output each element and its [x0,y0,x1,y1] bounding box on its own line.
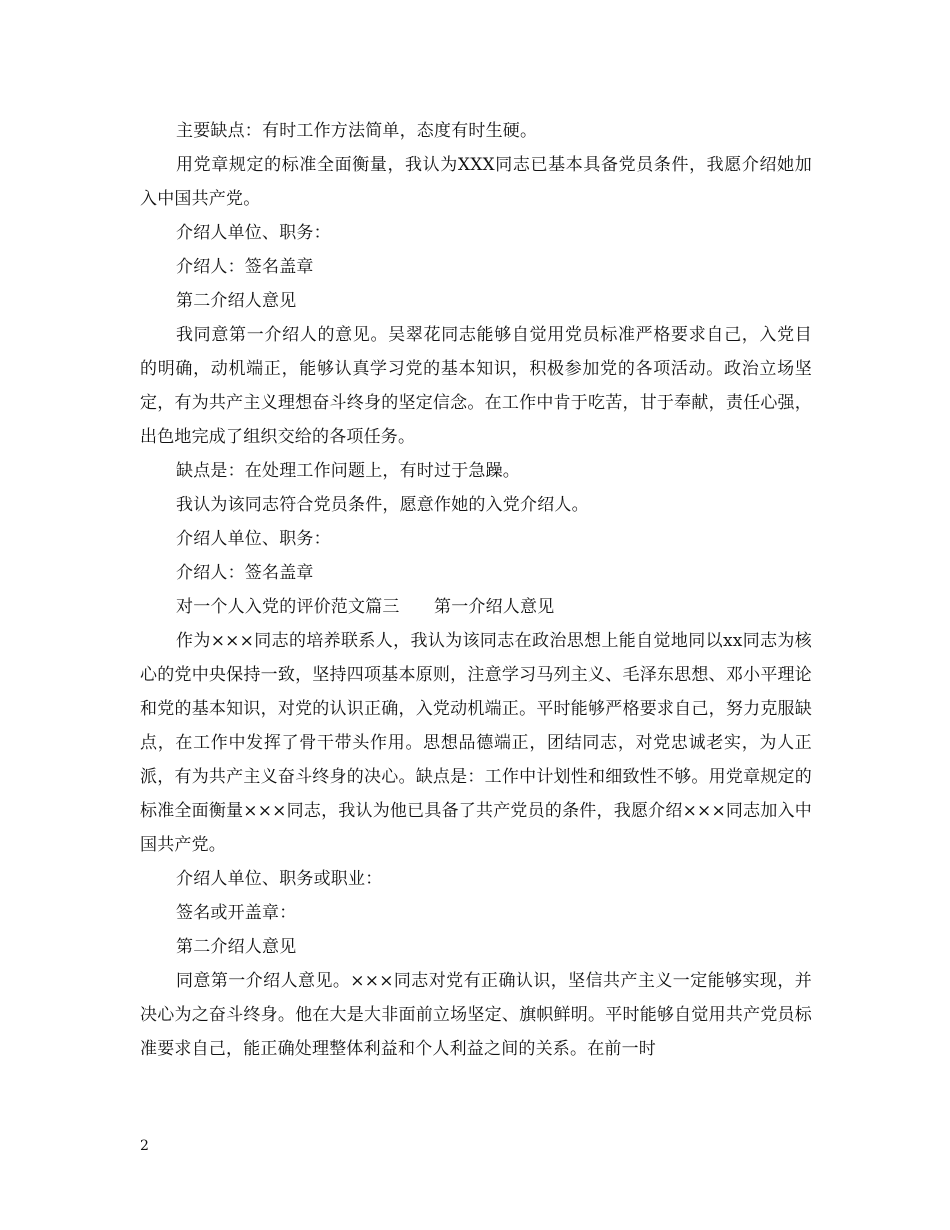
paragraph-introducer-signature: 介绍人：签名盖章 [176,257,314,277]
document-body [140,114,812,1066]
paragraph-second-introducer-opinion-2: 同意第一介绍人意见。×××同志对党有正确认识，坚信共产主义一定能够实现，并决心为之奋斗终身。他在大是大非面前立场坚定、旗帜鲜明。平时能够自觉用共产党员标准要求自己，能正确处理整体利益和个人利益之间的关系。在前一时 [140,971,812,1059]
paragraph-second-introducer-heading: 第二介绍人意见 [176,291,297,311]
paragraph-introducer-unit: 介绍人单位、职务： [176,223,331,243]
paragraph-introducer-signature-2: 介绍人：签名盖章 [176,563,314,583]
paragraph-signature-seal: 签名或开盖章： [176,903,297,923]
paragraph-introducer-unit-2: 介绍人单位、职务： [176,529,331,549]
paragraph-first-introducer-opinion: 作为×××同志的培养联系人，我认为该同志在政治思想上能自觉地同以xx同志为核心的党中央保持一致，坚持四项基本原则，注意学习马列主义、毛泽东思想、邓小平理论和党的基本知识，对党的认识正确，入党动机端正。平时能够严格要求自己，努力克服缺点，在工作中发挥了骨干带头作用。思想品德端正，团结同志，对党忠诚老实，为人正派，有为共产主义奋斗终身的决心。缺点是：工作中计划性和细致性不够。用党章规定的标准全面衡量×××同志，我认为他已具备了共产党员的条件，我愿介绍×××同志加入中国共产党。 [140,631,812,855]
paragraph-second-introducer-heading-2: 第二介绍人意见 [176,937,297,957]
page-number: 2 [140,1138,149,1154]
paragraph-shortcoming: 缺点是：在处理工作问题上，有时过于急躁。 [176,461,520,481]
paragraph-assessment: 用党章规定的标准全面衡量，我认为XXX同志已基本具备党员条件，我愿介绍她加入中国共产党。 [140,155,812,209]
paragraph-main-shortcoming: 主要缺点：有时工作方法简单，态度有时生硬。 [176,121,538,141]
paragraph-section-heading: 对一个人入党的评价范文篇三 第一介绍人意见 [176,597,555,617]
paragraph-introducer-unit-occupation: 介绍人单位、职务或职业： [176,869,383,889]
paragraph-second-introducer-opinion: 我同意第一介绍人的意见。吴翠花同志能够自觉用党员标准严格要求自己，入党目的明确，动机端正，能够认真学习党的基本知识，积极参加党的各项活动。政治立场坚定，有为共产主义理想奋斗终身的坚定信念。在工作中肯于吃苦，甘于奉献，责任心强，出色地完成了组织交给的各项任务。 [140,325,812,447]
paragraph-recommendation: 我认为该同志符合党员条件，愿意作她的入党介绍人。 [176,495,589,515]
